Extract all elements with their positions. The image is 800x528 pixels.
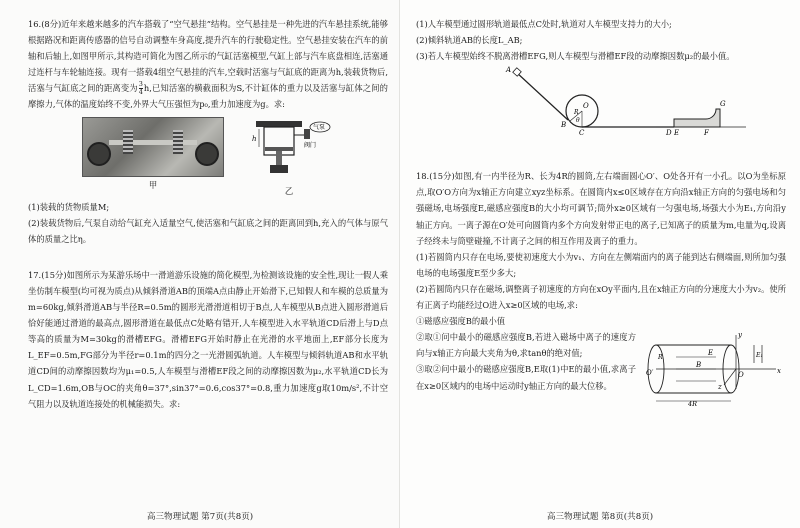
label-z: z	[718, 383, 722, 392]
label-c: C	[579, 129, 585, 137]
question-16	[28, 16, 388, 247]
q18-sub1: (1)若圆筒内只存在电场,要使初速度大小为v₁、方向在左侧端面内的离子能到达右侧端面,则所加匀强电场的电场强度E至少多大;	[416, 251, 786, 278]
label-o-prime: O′	[646, 369, 654, 378]
q18-cylinder-figure	[636, 329, 786, 407]
label-b: B	[561, 121, 567, 130]
figure-label-jia: 甲	[148, 179, 158, 190]
z-axis	[724, 369, 736, 385]
wheel-left	[87, 142, 111, 166]
air-spring-left	[123, 130, 133, 154]
q18-stem: 18.(15分)如图,有一内半径为R、长为4R的圆筒,左右端面圆心O′、O处各开有一小孔。以O为坐标原点,取O′O方向为x轴正方向建立xyz坐标系。在圆筒内x≤0区域存在方向沿x轴正方向的匀强电场和匀强磁场,电场强度E,磁感应强度B的大小均可调节;筒外x≥0区域有一匀强电场,场强大小为E₁,方向沿y轴正方向。一离子源在O′处可向圆筒内多个方向发射带正电的离子,已知离子的质量为m,电量为q,设离子经终未与筒壁碰撞,不计离子之间的相互作用及离子的重力。	[416, 171, 786, 246]
label-length: 4R	[688, 400, 698, 408]
q18-sub2b: ②取①问中最小的磁感应强度B,若进入磁场中离子的速度方向与x轴正方向最大夹角为θ,求tanθ的绝对值;	[416, 332, 636, 359]
chassis-plate	[256, 121, 302, 127]
q16-sub1: (1)装载的货物质量M;	[28, 201, 110, 212]
label-r: R	[574, 109, 579, 117]
q17-sub2: (2)倾斜轨道AB的长度L_AB;	[416, 35, 523, 46]
figure-label-yi: 乙	[284, 185, 294, 196]
valve-label: 阀门	[304, 141, 317, 149]
q18-tail-text	[416, 329, 636, 407]
footer-right: 高三物理试题 第8页(共8页)	[546, 512, 654, 522]
label-d: D	[666, 129, 672, 137]
valve	[304, 129, 310, 139]
q18-sub2a: ①磁感应强度B的最小值	[416, 316, 506, 327]
q17-stem: 17.(15分)如图所示为某游乐场中一滑道游乐设施的简化模型,为检测该设施的安全性,现让一假人乘坐仿制车模型(均可视为质点)从倾斜滑道AB的顶端A点由静止开始滑下,已知假人和车模的总质量为m=60kg,倾斜滑道AB与半径R=0.5m的圆形光滑滑道相切于B点,人车模型从B点进入圆形滑道后恰好能通过滑道的最高点,圆形滑道在最低点C处略有错开,人车模型进入水平轨道CD后滑上与D点等高的质量为M=30kg的滑槽EFG。滑槽EFG开始时静止在光滑的水平地面上,EF部分长度为L_EF=0.5m,FG部分为半径r=0.1m的四分之一光滑圆弧轨道。人车模型与倾斜轨道AB和水平轨道CD间的动摩擦因数均为μ₁=0.5,人车模型与滑槽EF段之间的动摩擦因数为μ₂,水平轨道CD长为L_CD=1.6m,OB与OC的夹角θ=37°,sin37°=0.6,cos37°=0.8,重力加速度g取10m/s²,不计空气阻力以及轨道连接处的机械能损失。求:	[28, 269, 388, 409]
label-x: x	[777, 367, 781, 376]
cylinder-piston-diagram	[244, 117, 334, 179]
question-17	[28, 267, 388, 412]
label-e: E	[674, 129, 680, 137]
slide-groove-efg	[674, 109, 720, 127]
label-theta: θ	[576, 117, 580, 125]
q16-stem-text: 16.(8分)近年来越来越多的汽车搭载了“空气悬挂”结构。空气悬挂是一种先进的汽车悬挂系统,能够根据路况和距离传感器的信号自动调整车身高度,提升汽车的行驶稳定性。空气悬挂安装在汽车的前轴和后轴上,如图甲所示,其构造可简化为图乙所示的气缸活塞模型,气缸上部与汽车底盘相连,活塞通过连杆与车轮轴连接。现有一搭载4组空气悬挂的汽车,空载时活塞与气缸底的距离为h,装载货物后,活塞与气缸底之间的距离变为	[28, 19, 388, 94]
fraction	[139, 81, 143, 96]
label-g: G	[720, 100, 726, 109]
label-o-origin: O	[738, 371, 744, 380]
q16-figures	[28, 117, 388, 197]
label-a: A	[506, 66, 512, 75]
label-o: O	[583, 102, 589, 111]
figure-yi	[244, 117, 334, 197]
label-radius: R	[658, 354, 663, 362]
footer-left: 高三物理试题 第7页(共8页)	[146, 512, 254, 522]
incline-ab	[516, 72, 568, 120]
wheel-right	[195, 142, 219, 166]
label-f: F	[704, 129, 709, 137]
label-y: y	[738, 331, 742, 340]
label-e1: E₁	[756, 352, 763, 360]
q18-bottom	[416, 329, 786, 407]
q17-sub3: (3)若人车模型始终不脱离滑槽EFG,则人车模型与滑槽EF段的动摩擦因数μ₂的最小值。	[416, 51, 735, 62]
q18-sub2c: ③取②问中最小的磁感应强度B,E取(1)中E的最小值,求离子在x≥0区域内的电场中运动时y轴正方向的最大位移。	[416, 364, 636, 391]
q16-stem	[28, 16, 388, 113]
rod	[276, 151, 282, 165]
pump-label: 气泵	[313, 123, 326, 131]
q17-subquestions	[416, 16, 786, 64]
piston	[265, 147, 293, 151]
label-field-e: E	[708, 349, 714, 358]
question-18	[416, 168, 786, 407]
q16-stem-text-2: h,已知活塞的横截面积为S,不计缸体的重力以及活塞与缸体之间的摩擦力,气体的温度始终不变,外界大气压强恒为p₀,重力加速度为g。求:	[28, 83, 388, 110]
h-label: h	[252, 134, 257, 143]
car-suspension-photo	[82, 117, 224, 177]
fraction-numerator: 3	[138, 80, 143, 89]
figure-jia	[82, 117, 224, 197]
q17-figure	[416, 64, 786, 136]
fraction-denominator: 4	[138, 88, 143, 97]
q18-sub2: (2)若圆筒内只存在磁场,调整离子初速度的方向在xOy平面内,且在x轴正方向的分速度大小为v₂。使所有正离子均能经过O进入x≥0区域的电场,求:	[416, 283, 786, 311]
q16-sub2: (2)装载货物后,气泵自动给气缸充入适量空气,使活塞和气缸底之间的距离回到h,充入的气体与原气体的质量之比η。	[28, 217, 388, 244]
air-spring-right	[173, 130, 183, 154]
label-field-b: B	[696, 361, 702, 370]
right-page	[400, 0, 800, 528]
q17-sub1: (1)人车模型通过圆形轨道最低点C处时,轨道对人车模型支持力的大小;	[416, 19, 672, 29]
wheel-axle	[270, 165, 288, 173]
